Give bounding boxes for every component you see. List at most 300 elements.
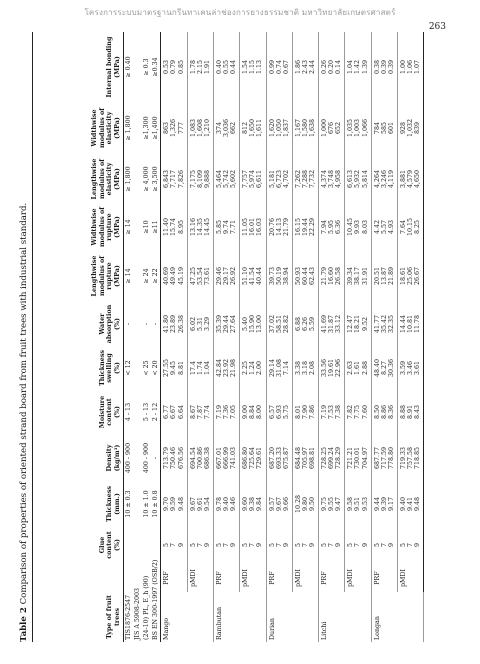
value: 1.78 xyxy=(189,59,197,75)
value: 9.61 xyxy=(196,496,204,512)
header-widthwise-moe: Widthwise modulus of elasticity (MPa) xyxy=(33,102,124,154)
value: 5.59 xyxy=(308,316,316,332)
value: 9.17 xyxy=(387,496,395,512)
standard-water-absorption-cell xyxy=(133,302,142,346)
value: 14.44 xyxy=(399,314,407,334)
thickness-cell xyxy=(371,482,397,526)
value: 9.52 xyxy=(361,316,369,332)
data-row xyxy=(371,32,397,642)
adhesive-type: pMDI xyxy=(397,564,423,592)
standard-row xyxy=(142,32,151,642)
value: 5.31 xyxy=(196,316,204,332)
value: 14.45 xyxy=(203,217,211,237)
thickness-swelling-cell xyxy=(397,346,423,390)
value: 8.03 xyxy=(361,219,369,235)
value: 4.42 xyxy=(373,219,381,235)
thickness-cell xyxy=(292,482,318,526)
value: 705.97 xyxy=(301,446,309,470)
value: 9.48 xyxy=(414,496,422,512)
value: 35.42 xyxy=(380,314,388,334)
value: 11.40 xyxy=(163,217,171,237)
glue-content-cell xyxy=(187,526,213,564)
value: 4,958 xyxy=(335,169,343,189)
lengthwise-mor-cell xyxy=(161,250,187,302)
standard-lengthwise-moe-cell xyxy=(133,154,142,204)
value: 667.01 xyxy=(215,446,223,470)
value: 31.87 xyxy=(328,314,336,334)
value: 16.15 xyxy=(294,217,302,237)
standard-widthwise-moe-cell: ≥1,300 xyxy=(143,116,151,140)
internal-bonding-cell xyxy=(371,32,397,102)
standard-lengthwise-mor-cell: ≥ 22 xyxy=(151,250,161,302)
thickness-cell xyxy=(213,482,239,526)
value: 9.84 xyxy=(256,496,264,512)
standard-thickness-swelling-cell: < 12 xyxy=(125,360,132,376)
value: 1.24 xyxy=(249,360,257,376)
value: 5.57 xyxy=(380,219,388,235)
water-absorption-cell xyxy=(319,302,345,346)
standard-water-absorption-cell: - xyxy=(125,322,132,326)
value: 3,246 xyxy=(380,169,388,189)
value: 9.53 xyxy=(361,496,369,512)
value: 5.75 xyxy=(282,404,290,420)
value: 4,702 xyxy=(282,169,290,189)
value: 7.53 xyxy=(328,404,336,420)
thickness-cell xyxy=(161,482,187,526)
value: 7.71 xyxy=(230,219,238,235)
density-cell xyxy=(319,434,345,482)
lengthwise-mor-cell xyxy=(292,250,318,302)
standard-density-cell: 400 - 900 xyxy=(125,442,132,474)
value: 3.29 xyxy=(203,316,211,332)
value: 5 xyxy=(215,543,223,548)
data-row xyxy=(266,32,292,642)
moisture-content-cell xyxy=(319,390,345,434)
adhesive-type: PRF xyxy=(371,564,397,592)
thickness-swelling-cell xyxy=(292,346,318,390)
thickness-swelling-cell xyxy=(371,346,397,390)
value: 741.03 xyxy=(230,446,238,470)
widthwise-mor-cell xyxy=(266,204,292,250)
value: 9.78 xyxy=(215,496,223,512)
value: 1.00 xyxy=(399,59,407,75)
data-row xyxy=(397,32,423,642)
widthwise-mor-cell xyxy=(345,204,371,250)
density-cell xyxy=(371,434,397,482)
header-lengthwise-moe: Lengthwise modulus of elasticity (MPa) xyxy=(33,154,124,204)
widthwise-moe-cell xyxy=(161,102,187,154)
density-cell xyxy=(187,434,213,482)
value: 22.96 xyxy=(335,358,343,378)
value: 9.70 xyxy=(163,496,171,512)
value: 7 xyxy=(380,543,388,548)
value: 0.40 xyxy=(215,59,223,75)
value: 6.57 xyxy=(268,404,276,420)
value: 1,638 xyxy=(308,118,316,138)
value: 0.53 xyxy=(163,59,171,75)
value: 7 xyxy=(170,543,178,548)
standard-density-cell xyxy=(133,434,142,482)
value: 31.91 xyxy=(361,266,369,286)
value: 9.00 xyxy=(242,404,250,420)
value: 19.44 xyxy=(301,217,309,237)
value: 5 xyxy=(321,543,329,548)
value: 7,826 xyxy=(177,169,185,189)
moisture-content-cell xyxy=(292,390,318,434)
value: 5.85 xyxy=(215,219,223,235)
lengthwise-moe-cell xyxy=(397,154,423,204)
value: 666.99 xyxy=(223,446,231,470)
moisture-content-cell xyxy=(240,390,266,434)
value: 9.41 xyxy=(407,496,414,512)
glue-content-cell xyxy=(345,526,371,564)
value: 9 xyxy=(361,543,369,548)
value: 7.82 xyxy=(347,404,355,420)
value: 7 xyxy=(275,543,283,548)
value: 7.19 xyxy=(321,404,329,420)
value: 50.93 xyxy=(294,266,302,286)
standard-moisture-content-cell xyxy=(133,390,142,434)
standard-lengthwise-moe-cell: ≥ 4,000 xyxy=(143,166,151,192)
species-name: Mango xyxy=(161,592,214,642)
value: 687.77 xyxy=(373,446,381,470)
value: 5,181 xyxy=(268,169,276,189)
header-adhesive xyxy=(33,564,124,592)
header-thickness-swelling: Thickness swelling (%) xyxy=(33,346,124,390)
value: 8.81 xyxy=(177,360,185,376)
value: 10.28 xyxy=(294,494,302,514)
value: 3.59 xyxy=(399,360,407,376)
value: 5,932 xyxy=(354,169,362,189)
lengthwise-moe-cell xyxy=(240,154,266,204)
value: 41.77 xyxy=(373,314,381,334)
standard-thickness-swelling-cell xyxy=(133,346,142,390)
thickness-cell xyxy=(187,482,213,526)
lengthwise-mor-cell xyxy=(371,250,397,302)
data-row xyxy=(292,32,318,642)
thickness-cell xyxy=(266,482,292,526)
value: 9.55 xyxy=(328,496,336,512)
standard-water-absorption-cell: - xyxy=(151,302,161,346)
standard-widthwise-mor-cell: ≥11 xyxy=(151,204,161,250)
value: 698.81 xyxy=(308,446,316,470)
value: 9.46 xyxy=(230,496,238,512)
value: 718.85 xyxy=(414,446,422,470)
internal-bonding-cell xyxy=(319,32,345,102)
value: 3.38 xyxy=(294,360,302,376)
water-absorption-cell xyxy=(213,302,239,346)
adhesive-type: pMDI xyxy=(187,564,213,592)
value: 26.92 xyxy=(230,266,238,286)
value: 585 xyxy=(380,121,388,135)
value: 9 xyxy=(177,543,185,548)
standard-moisture-content-cell: 4 - 13 xyxy=(125,402,132,422)
value: 8.67 xyxy=(189,404,197,420)
thickness-swelling-cell xyxy=(345,346,371,390)
value: 38.17 xyxy=(354,266,362,286)
value: 5 xyxy=(242,543,250,548)
lengthwise-mor-cell xyxy=(266,250,292,302)
value: 7,175 xyxy=(189,169,197,189)
value: 9.75 xyxy=(321,496,329,512)
value: 3.61 xyxy=(414,360,422,376)
value: 3.46 xyxy=(407,360,414,376)
lengthwise-mor-cell xyxy=(240,250,266,302)
standard-row xyxy=(124,32,134,642)
value: 16.03 xyxy=(256,217,264,237)
value: 7.75 xyxy=(354,404,362,420)
internal-bonding-cell xyxy=(345,32,371,102)
value: 1,837 xyxy=(282,118,290,138)
value: 8.86 xyxy=(380,404,388,420)
adhesive-type: PRF xyxy=(266,564,292,592)
value: 1.61 xyxy=(354,360,362,376)
value: 0.55 xyxy=(223,59,231,75)
adhesive-type: PRF xyxy=(319,564,345,592)
value: 1.54 xyxy=(242,59,250,75)
widthwise-moe-cell xyxy=(345,102,371,154)
value: 30.36 xyxy=(387,358,395,378)
value: 26.67 xyxy=(414,266,422,286)
lengthwise-moe-cell xyxy=(213,154,239,204)
lengthwise-mor-cell xyxy=(319,250,345,302)
moisture-content-cell xyxy=(161,390,187,434)
value: 9.38 xyxy=(249,496,257,512)
widthwise-moe-cell xyxy=(240,102,266,154)
widthwise-mor-cell xyxy=(292,204,318,250)
value: 1,650 xyxy=(249,118,257,138)
value: 0.38 xyxy=(373,59,381,75)
value: 5,974 xyxy=(249,169,257,189)
value: 1.74 xyxy=(196,360,204,376)
value: 41.80 xyxy=(163,314,171,334)
value: 9.50 xyxy=(308,496,316,512)
value: 7 xyxy=(328,543,336,548)
value: 21.89 xyxy=(387,266,395,286)
standard-name: TIS1876-2547 xyxy=(125,594,132,640)
value: 9,888 xyxy=(203,169,211,189)
value: 28.82 xyxy=(282,314,290,334)
widthwise-mor-cell xyxy=(161,204,187,250)
value: 8.50 xyxy=(373,404,381,420)
value: 18.61 xyxy=(399,266,407,286)
value: 23.92 xyxy=(223,358,231,378)
value: 45.19 xyxy=(177,266,185,286)
value: 53.54 xyxy=(196,266,204,286)
value: 8.95 xyxy=(177,219,185,235)
value: 4.93 xyxy=(387,219,395,235)
value: 9.93 xyxy=(354,219,362,235)
standard-lengthwise-moe-cell: ≥ 3,500 xyxy=(151,154,161,204)
value: 10.45 xyxy=(347,217,355,237)
lengthwise-moe-cell xyxy=(345,154,371,204)
value: 1,050 xyxy=(275,118,283,138)
value: 49.49 xyxy=(170,266,178,286)
standard-water-absorption-cell: - xyxy=(143,322,151,326)
value: 1.04 xyxy=(203,360,211,376)
comparison-table xyxy=(32,32,424,642)
internal-bonding-cell xyxy=(266,32,292,102)
standard-density-cell: 400 - 900 xyxy=(143,442,151,474)
value: 7.64 xyxy=(399,219,407,235)
value: 29.46 xyxy=(215,266,223,286)
glue-content-cell xyxy=(161,526,187,564)
value: 4,264 xyxy=(373,169,381,189)
value: 9.47 xyxy=(335,496,343,512)
value: 730.01 xyxy=(354,446,362,470)
value: 9.45 xyxy=(170,360,178,376)
value: 684.48 xyxy=(294,446,302,470)
density-cell xyxy=(397,434,423,482)
value: 40.44 xyxy=(256,266,264,286)
standard-name: BS EN 300-1997 (OSB/2) xyxy=(152,559,160,640)
value: 1,167 xyxy=(294,118,302,138)
value: 19.61 xyxy=(328,358,336,378)
value: 1,210 xyxy=(203,118,211,138)
value: 7,288 xyxy=(301,169,309,189)
lengthwise-mor-cell xyxy=(187,250,213,302)
water-absorption-cell xyxy=(371,302,397,346)
value: 7.19 xyxy=(215,404,223,420)
widthwise-mor-cell xyxy=(187,204,213,250)
value: 6.26 xyxy=(301,316,309,332)
adhesive-type: PRF xyxy=(161,564,187,592)
widthwise-mor-cell xyxy=(213,204,239,250)
value: 12.47 xyxy=(347,314,355,334)
standard-internal-bonding-cell xyxy=(133,32,142,102)
value: 14.35 xyxy=(196,217,204,237)
value: 839 xyxy=(414,121,422,135)
value: 2.63 xyxy=(347,360,355,376)
value: 10.81 xyxy=(407,314,414,334)
value: 9.80 xyxy=(301,496,309,512)
value: 11.78 xyxy=(414,314,422,334)
moisture-content-cell xyxy=(266,390,292,434)
lengthwise-mor-cell xyxy=(345,250,371,302)
value: 0.79 xyxy=(170,59,178,75)
lengthwise-moe-cell xyxy=(161,154,187,204)
value: 7 xyxy=(301,543,309,548)
value: 9 xyxy=(230,543,238,548)
value: 9.40 xyxy=(223,496,231,512)
moisture-content-cell xyxy=(213,390,239,434)
table-caption-text: Comparison of properties of oriented strand board from fruit trees with industrial standard. xyxy=(19,202,29,605)
table-caption-label: Table 2 xyxy=(19,607,29,642)
water-absorption-cell xyxy=(187,302,213,346)
value: 29.14 xyxy=(268,358,276,378)
value: 777 xyxy=(177,121,185,135)
value: 9 xyxy=(308,543,316,548)
value: 6.36 xyxy=(335,219,343,235)
value: 29.44 xyxy=(223,314,231,334)
value: 26.38 xyxy=(177,314,185,334)
value: 3,881 xyxy=(399,169,407,189)
value: 7 xyxy=(354,543,362,548)
glue-content-cell xyxy=(266,526,292,564)
table-caption xyxy=(18,32,32,642)
value: 2.08 xyxy=(308,360,316,376)
value: 7.38 xyxy=(335,404,343,420)
value: 9 xyxy=(282,543,290,548)
value: 9.58 xyxy=(347,496,355,512)
thickness-cell xyxy=(240,482,266,526)
moisture-content-cell xyxy=(345,390,371,434)
value: 6.93 xyxy=(275,404,283,420)
value: 757.58 xyxy=(407,446,414,470)
value: 662 xyxy=(230,121,238,135)
value: 1,000 xyxy=(321,118,329,138)
density-cell xyxy=(292,434,318,482)
widthwise-mor-cell xyxy=(371,204,397,250)
value: 725.64 xyxy=(249,446,257,470)
standard-row xyxy=(133,32,142,642)
widthwise-mor-cell xyxy=(319,204,345,250)
value: 6.02 xyxy=(189,316,197,332)
header-row xyxy=(33,32,124,642)
lengthwise-moe-cell xyxy=(319,154,345,204)
value: 863 xyxy=(163,121,171,135)
thickness-swelling-cell xyxy=(187,346,213,390)
thickness-swelling-cell xyxy=(240,346,266,390)
standard-widthwise-moe-cell xyxy=(133,102,142,154)
value: 7 xyxy=(407,543,414,548)
standard-lengthwise-mor-cell: ≥ 24 xyxy=(143,268,151,284)
species-name: Litchi xyxy=(319,592,372,642)
lengthwise-mor-cell xyxy=(213,250,239,302)
value: 0.44 xyxy=(230,59,238,75)
value: 14.13 xyxy=(275,217,283,237)
thickness-swelling-cell xyxy=(266,346,292,390)
value: 9.44 xyxy=(373,496,381,512)
value: 9.51 xyxy=(354,496,362,512)
standard-thickness-cell xyxy=(133,482,142,526)
glue-content-cell xyxy=(213,526,239,564)
value: 3,748 xyxy=(328,169,336,189)
value: 675.87 xyxy=(282,446,290,470)
value: 0.39 xyxy=(380,59,388,75)
standard-internal-bonding-cell: ≥ 0.3 xyxy=(143,58,151,76)
value: 1,580 xyxy=(301,118,309,138)
value: 15.90 xyxy=(249,314,257,334)
value: 27.64 xyxy=(230,314,238,334)
value: 8.84 xyxy=(249,404,257,420)
standard-lengthwise-mor-cell: ≥ 14 xyxy=(125,268,132,284)
species-name: Rambutan xyxy=(213,592,266,642)
value: 5,814 xyxy=(361,169,369,189)
value: 0.14 xyxy=(335,59,343,75)
value: 48.40 xyxy=(373,358,381,378)
value: 0.85 xyxy=(177,59,185,75)
value: 16.01 xyxy=(249,217,257,237)
standard-name: JIS A 5908-2003 xyxy=(134,587,142,640)
header-moisture-content: Moisture content (%) xyxy=(33,390,124,434)
header-internal-bonding: Internal bonding (MPa) xyxy=(33,32,124,102)
value: 694.54 xyxy=(189,446,197,470)
value: 37.02 xyxy=(268,314,276,334)
value: 5,464 xyxy=(215,169,223,189)
value: 73.61 xyxy=(203,266,211,286)
value: 39.34 xyxy=(347,266,355,286)
value: 9.57 xyxy=(268,496,276,512)
value: 1.06 xyxy=(407,59,414,75)
water-absorption-cell xyxy=(345,302,371,346)
value: 1,326 xyxy=(170,118,178,138)
value: 713.79 xyxy=(163,446,171,470)
value: 676.56 xyxy=(177,446,185,470)
value: 9 xyxy=(256,543,264,548)
value: 0.74 xyxy=(275,59,283,75)
table-body xyxy=(124,32,424,642)
